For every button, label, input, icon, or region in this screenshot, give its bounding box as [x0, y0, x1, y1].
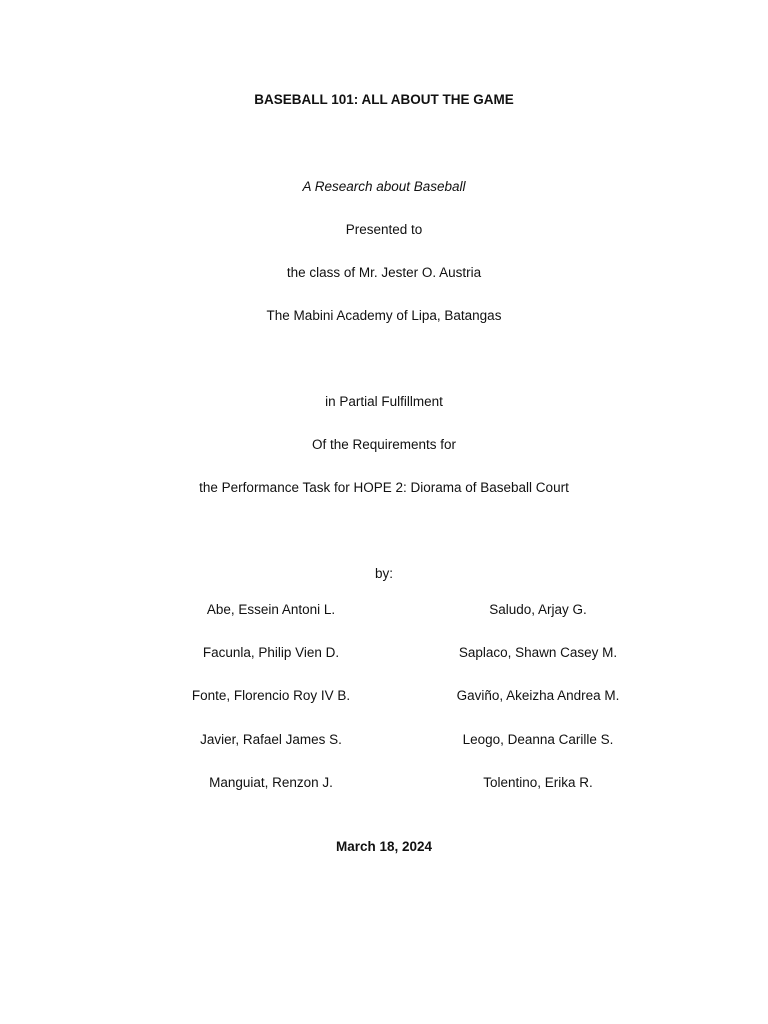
author-left: Javier, Rafael James S. — [200, 732, 342, 747]
school: The Mabini Academy of Lipa, Batangas — [266, 308, 502, 323]
date: March 18, 2024 — [335, 839, 433, 854]
author-right: Saplaco, Shawn Casey M. — [458, 645, 618, 660]
author-left: Facunla, Philip Vien D. — [202, 645, 340, 660]
requirements: Of the Requirements for — [311, 437, 457, 452]
author-left: Fonte, Florencio Roy IV B. — [191, 688, 351, 703]
author-left: Abe, Essein Antoni L. — [206, 602, 336, 617]
by-label: by: — [374, 566, 393, 581]
class-of: the class of Mr. Jester O. Austria — [286, 265, 482, 280]
presented-to: Presented to — [345, 222, 423, 237]
subtitle: A Research about Baseball — [302, 179, 466, 194]
author-right: Gaviño, Akeizha Andrea M. — [456, 688, 620, 703]
partial-fulfillment: in Partial Fulfillment — [325, 394, 443, 409]
author-left: Manguiat, Renzon J. — [209, 775, 333, 790]
performance-task: the Performance Task for HOPE 2: Diorama of Baseball Court — [199, 480, 569, 495]
document-title: BASEBALL 101: ALL ABOUT THE GAME — [254, 92, 514, 107]
author-right: Leogo, Deanna Carille S. — [462, 732, 614, 747]
author-right: Tolentino, Erika R. — [483, 775, 593, 790]
author-right: Saludo, Arjay G. — [489, 602, 587, 617]
